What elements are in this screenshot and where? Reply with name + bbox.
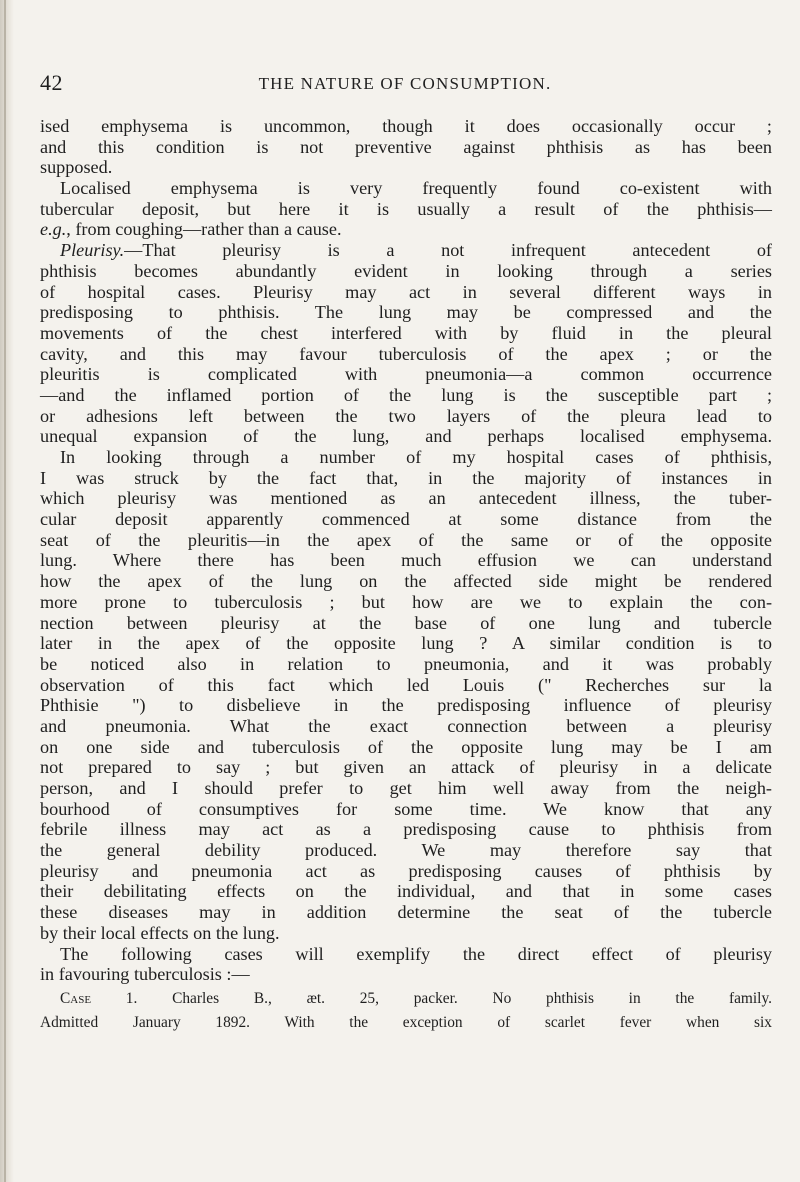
text-line: phthisis becomes abundantly evident in looking through a series: [40, 260, 772, 281]
text-line: in favouring tuberculosis :—: [40, 964, 250, 985]
text-line: predisposing to phthisis. The lung may be compressed and the: [40, 302, 772, 323]
text-line: the general debility produced. We may therefore say that: [40, 840, 772, 861]
text-line: cular deposit apparently commenced at some distance from the: [40, 509, 772, 530]
text-line: their debilitating effects on the individual, and that in some cases: [40, 881, 772, 902]
text-line: pleurisy and pneumonia act as predisposing causes of phthisis by: [40, 860, 772, 881]
text-line: supposed.: [40, 157, 113, 178]
text-line: lung. Where there has been much effusion we can understand: [40, 550, 772, 571]
text-line: seat of the pleuritis—in the apex of the same or of the opposite: [40, 529, 772, 550]
body-text: [40, 116, 772, 985]
text-line: cavity, and this may favour tuberculosis of the apex ; or the: [40, 343, 772, 364]
text-line: these diseases may in addition determine the seat of the tubercle: [40, 902, 772, 923]
text-line: which pleurisy was mentioned as an antecedent illness, the tuber-: [40, 488, 772, 509]
text-line: movements of the chest interfered with by fluid in the pleural: [40, 322, 772, 343]
text-line: pleuritis is complicated with pneumonia—a common occurrence: [40, 364, 772, 385]
case-line: Case 1. Charles B., æt. 25, packer. No phthisis in the family.: [60, 989, 772, 1007]
text-line: —and the inflamed portion of the lung is the susceptible part ;: [40, 384, 772, 405]
running-head: [40, 70, 772, 104]
text-line: e.g., from coughing—rather than a cause.: [40, 219, 342, 240]
text-line: not prepared to say ; but given an attack of pleurisy in a delicate: [40, 757, 772, 778]
text-line: person, and I should prefer to get him well away from the neigh-: [40, 778, 772, 798]
text-line: I was struck by the fact that, in the majority of instances in: [40, 467, 772, 488]
text-line: Phthisie ") to disbelieve in the predisposing influence of pleurisy: [40, 695, 772, 716]
text-line: of hospital cases. Pleurisy may act in several different ways in: [40, 281, 772, 302]
text-line: nection between pleurisy at the base of one lung and tubercle: [40, 612, 772, 633]
page-number: 42: [40, 70, 63, 95]
text-line: In looking through a number of my hospital cases of phthisis,: [60, 447, 772, 467]
text-line: or adhesions left between the two layers of the pleura lead to: [40, 405, 772, 426]
text-line: by their local effects on the lung.: [40, 922, 280, 943]
text-line: ised emphysema is uncommon, though it does occasionally occur ;: [40, 116, 772, 136]
binding-gutter: [0, 0, 14, 1182]
text-line: unequal expansion of the lung, and perhaps localised emphysema.: [40, 426, 772, 447]
text-line: The following cases will exemplify the direct effect of pleurisy: [60, 943, 772, 964]
case-text: [40, 989, 772, 1033]
text-line: Localised emphysema is very frequently found co-existent with: [60, 178, 772, 199]
text-line: observation of this fact which led Louis (" Recherches sur la: [40, 674, 772, 695]
text-line: and pneumonia. What the exact connection between a pleurisy: [40, 715, 772, 736]
text-line: bourhood of consumptives for some time. We know that any: [40, 798, 772, 819]
running-title: THE NATURE OF CONSUMPTION.: [258, 74, 552, 93]
text-line: how the apex of the lung on the affected side might be rendered: [40, 571, 772, 592]
book-page: [40, 70, 772, 1033]
text-line: later in the apex of the opposite lung ? A similar condition is to: [40, 633, 772, 654]
text-line: and this condition is not preventive against phthisis as has been: [40, 136, 772, 157]
case-line: Admitted January 1892. With the exception of scarlet fever when six: [40, 1013, 772, 1031]
text-line: on one side and tuberculosis of the opposite lung may be I am: [40, 736, 772, 757]
text-line: tubercular deposit, but here it is usually a result of the phthisis—: [40, 198, 772, 219]
text-line: be noticed also in relation to pneumonia, and it was probably: [40, 653, 772, 674]
text-line: febrile illness may act as a predisposing cause to phthisis from: [40, 819, 772, 840]
text-line: Pleurisy.—That pleurisy is a not infrequent antecedent of: [60, 240, 772, 261]
text-line: more prone to tuberculosis ; but how are we to explain the con-: [40, 591, 772, 612]
binding-edge: [4, 0, 6, 1182]
